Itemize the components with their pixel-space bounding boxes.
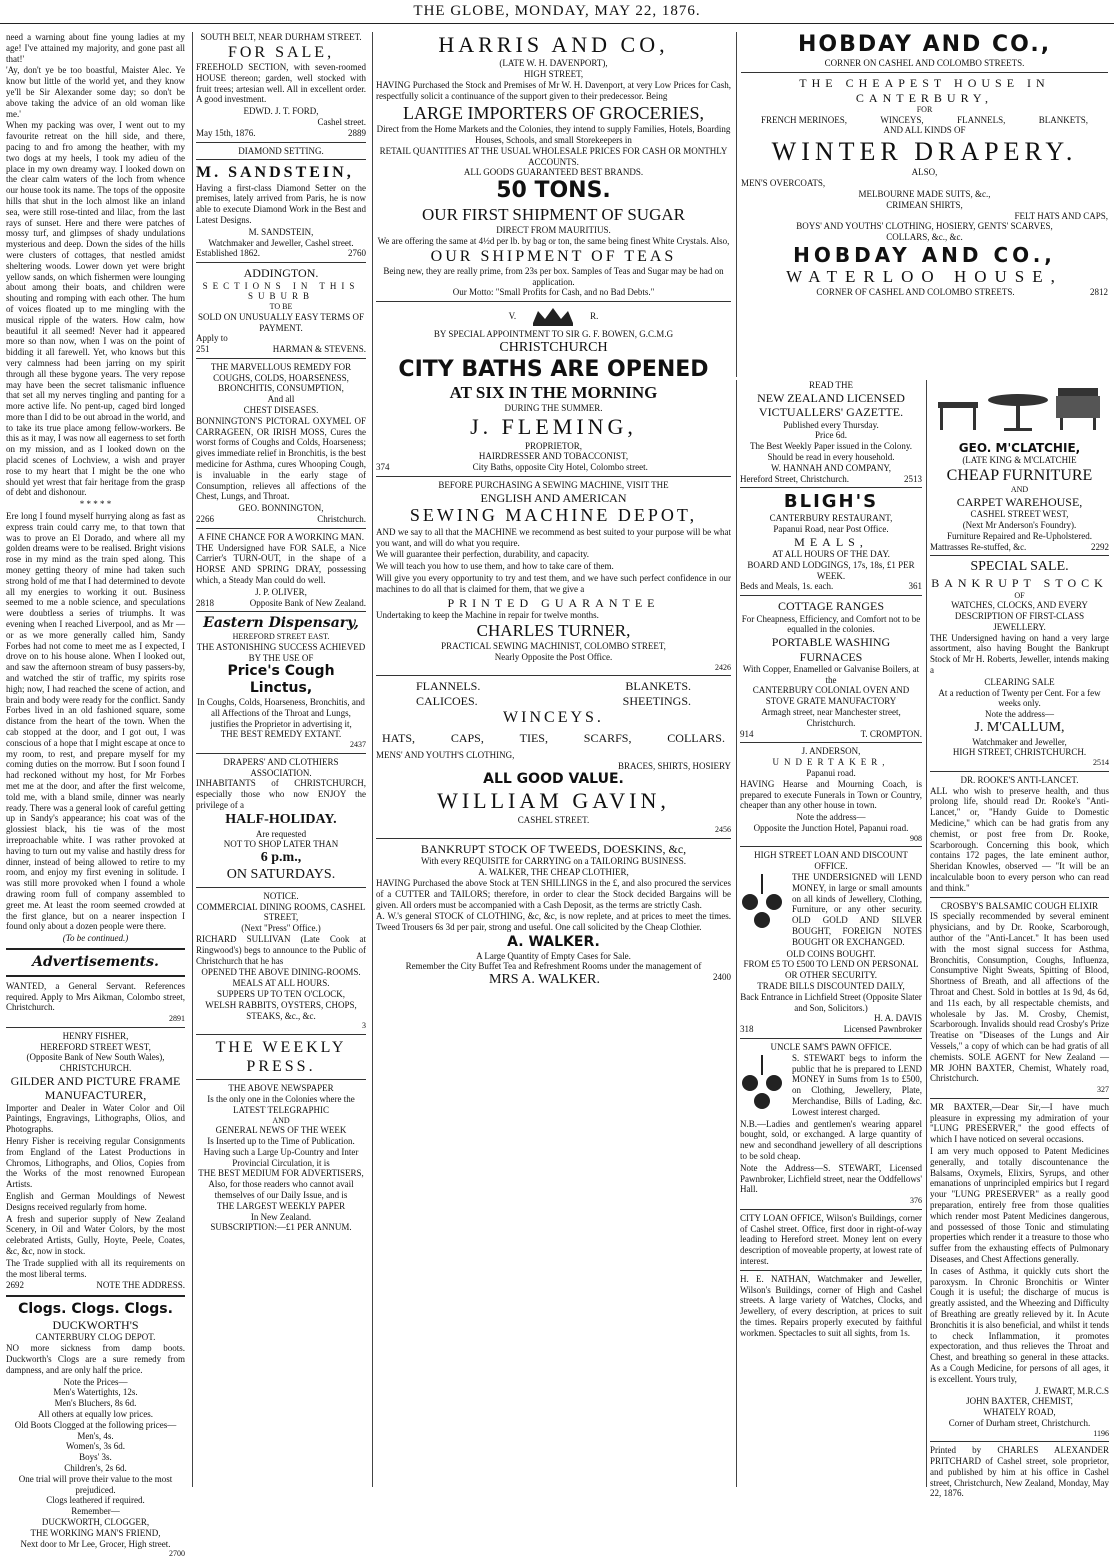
watches: WATCHES, CLOCKS, AND EVERY DESCRIPTION OF FIRST-CLASS JEWELLERY.	[951, 600, 1088, 632]
ad-number: 2400	[712, 972, 731, 983]
ad-number: 2891	[169, 1014, 185, 1024]
large-importers: LARGE IMPORTERS OF GROCERIES,	[403, 102, 704, 123]
proprietor: PROPRIETOR,	[524, 440, 583, 451]
price: Price 6d.	[815, 430, 847, 441]
press-line: Also, for those readers who cannot avail themselves of our Daily Issue, and is	[208, 1179, 354, 1201]
belt-date: May 15th, 1876.	[196, 127, 256, 138]
all-good: ALL GOOD VALUE.	[483, 771, 624, 788]
harris-body: HAVING Purchased the Stock and Premises of Mr W. H. Davenport, at very Low Prices for Cash, respectfully solicit a continuance of the support given to their predecessor. Being	[376, 79, 731, 101]
flannels: FLANNELS.	[416, 679, 481, 694]
crown-icon	[530, 305, 576, 327]
next-press: (Next "Press" Office.)	[241, 923, 321, 934]
ad-number: 2700	[169, 1549, 185, 1559]
retail-line: RETAIL QUANTITIES AT THE USUAL WHOLESALE PRICES FOR CASH OR MONTHLY ACCOUNTS.	[379, 145, 728, 167]
guaranteed: ALL GOODS GUARANTEED BEST BRANDS.	[463, 167, 644, 178]
walker-body: HAVING Purchased the above Stock at TEN SHILLINGS in the £, and also procured the services of a CUTTER and TAILORS; therefore, in order to clear the Stock decided Bargains will be given. All orders must be accompanied with a Cash Deposit, as the terms are strictly Cash.	[376, 877, 731, 910]
hobday-corner-2: CORNER OF CASHEL AND COLOMBO STREETS.	[816, 287, 1015, 298]
clogs-price-line: Clogs leathered if required.	[46, 1495, 145, 1506]
subscription: SUBSCRIPTION:—£1 PER ANNUM.	[210, 1222, 352, 1233]
ewart: J. EWART, M.R.C.S	[1034, 1385, 1109, 1396]
crest-r: R.	[590, 310, 599, 321]
every-req: With every REQUISITE for CARRYING on a TAILORING BUSINESS.	[421, 856, 686, 867]
cottage-ranges: COTTAGE RANGES	[777, 599, 885, 614]
belt-street: Cashel street.	[317, 116, 366, 127]
fisher-address: HEREFORD STREET WEST,	[40, 1041, 151, 1052]
ad-number: 2437	[350, 740, 366, 750]
six-pm: 6 p.m.,	[260, 850, 302, 866]
hobday-for: FOR	[916, 104, 933, 114]
mclatchie: GEO. M'CLATCHIE,	[958, 440, 1081, 455]
anderson: J. ANDERSON,	[801, 746, 861, 757]
hannah: W. HANNAH AND COMPANY,	[771, 462, 891, 473]
ad-number: 2812	[1089, 287, 1108, 298]
beds: Beds and Meals, 1s. each.	[740, 581, 834, 592]
hobday-title-2: HOBDAY AND CO.,	[793, 242, 1056, 267]
ad-number: 2456	[715, 825, 731, 835]
ad-number: 2818	[196, 597, 214, 608]
best-weekly: The Best Weekly Paper issued in the Colony. Should be read in every household.	[750, 441, 912, 462]
winceys: WINCEYS.	[503, 709, 604, 727]
direct-mauritius: DIRECT FROM MAURITIUS.	[496, 224, 611, 235]
bankrupt-tweeds: BANKRUPT STOCK OF TWEEDS, DOESKINS, &c,	[420, 841, 687, 856]
calicoes: CALICOES.	[416, 693, 478, 708]
mcallum: J. M'CALLUM,	[974, 719, 1065, 735]
ad-number: 2292	[1091, 541, 1109, 552]
ad-number: 374	[376, 462, 390, 473]
nathan: H. E. NATHAN, Watchmaker and Jeweller, Wilson's Buildings, corner of High and Cashel streets. A large variety of Watches, Clocks, and Jewellery, of every description, at prices to suit the times. Repairs properly executed by faithful workmen. Spectacles to suit all sights, from 1s.	[740, 1273, 922, 1338]
hobday-blankets: BLANKETS,	[1038, 114, 1088, 125]
furniture-illustration-icon	[930, 380, 1108, 438]
press-line: LATEST TELEGRAPHIC	[233, 1104, 329, 1115]
hobday-corner: CORNER ON CASHEL AND COLOMBO STREETS.	[824, 58, 1025, 69]
cottage-body: For Cheapness, Efficiency, and Comfort not to be equalled in the colonies.	[741, 613, 921, 635]
wanted-ad: WANTED, a General Servant. References required. Apply to Mrs Aikman, Colombo street, Christchurch.	[6, 980, 185, 1013]
sewing-body: We will teach you how to use them, and how to take care of them.	[376, 561, 614, 572]
scarfs: SCARFS,	[583, 731, 632, 746]
clearing: CLEARING SALE	[984, 676, 1055, 687]
undertaking: Undertaking to keep the Machine in repair for twelve months.	[376, 610, 599, 621]
story-paragraph: Ere long I found myself hurrying along as fast as express train could carry me, to that town that was to prove an El Dorado, and where all my golden dreams were to be realised. Bright visions rose in my mind as the train sped along. This money getting theory of mine had taken such strong hold of me that I had determined to devote all my energies to working it out. Business seemed to me a noble science, and speculations were doubtless a series of triumphs. It was evening when I reached Liverpool, and as Mr — or as we more generally called him, Sandy Forbes had not come to meet me as I expected, I drove on to his house alone. When I looked out, and saw the afternoon stream of busy passers-by, and watched the stir of traffic, my spirits rose high; now, I had reached the scene of action, and brain and body were ready for the conflict. Sandy Forbes lived in an old fashioned square, some distance from the heart of the town. When the cab stopped at the door, and I got out, I was conscious of a hope that I might escape at once to my room, to rest, and prepare myself for my coming duties on the morrow. But I soon found I had reckoned without my host, for Mr Forbes met me at the door, and after the first welcome, told me, with a bland smile, dinner was nearly ready. There was a general look of careful getting up in Sandy's appearance; his coat was of the glossiest black, his tie was of the most irreproachable white. I was rather provoked at having to turn out my valise and hastily dress for dinner, instead of being allowed to retire to my room, and enjoy my first evening in solitude. I was still more provoked when I found a whole drawing room full of company assembled to greet me. At least the room seemed crowded at the first glance, but on a nearer inspection I found only about a dozen people were there.	[6, 511, 185, 932]
diamond-title: DIAMOND SETTING.	[238, 145, 324, 156]
chance-heading: A FINE CHANCE FOR A WORKING MAN.	[197, 531, 365, 542]
chest-diseases: CHEST DISEASES.	[243, 405, 319, 416]
press-line: Is the only one in the Colonies where the	[207, 1094, 355, 1105]
clogs-price-line: Old Boots Clogged at the following prices—	[14, 1419, 177, 1430]
not-shop: NOT TO SHOP LATER THAN	[223, 839, 339, 850]
corner-durham: Corner of Durham street, Christchurch.	[948, 1417, 1091, 1428]
fisher-name: HENRY FISHER,	[62, 1030, 129, 1041]
column-3	[372, 32, 734, 1487]
clogs-title: Clogs. Clogs. Clogs.	[18, 1301, 173, 1318]
watchmaker: Watchmaker and Jeweller,	[972, 736, 1067, 747]
clogs-name: DUCKWORTH'S	[52, 1318, 139, 1333]
press-line: THE LARGEST WEEKLY PAPER	[216, 1200, 346, 1211]
sullivan-body: RICHARD SULLIVAN (Late Cook at Ringwood's) begs to announce to the Public of Christchurch that he has	[196, 933, 366, 966]
sewing-body: AND we say to all that the MACHINE we recommend as best suited to your purpose will be what you want, and will do what you require.	[376, 526, 731, 548]
column-4	[736, 380, 925, 1487]
belt-body: FREEHOLD SECTION, with seven-roomed HOUSE thereon; garden, well stocked with fruit trees; artesian well. All in excellent order. A good investment.	[196, 61, 366, 105]
blighs: BLIGH'S	[783, 491, 879, 513]
bankrupt: BANKRUPT STOCK	[931, 576, 1108, 591]
eastern-title: Eastern Dispensary,	[203, 615, 359, 632]
clogs-price-line: DUCKWORTH, CLOGGER,	[41, 1516, 150, 1527]
canterbury-oven: CANTERBURY COLONIAL OVEN AND STOVE GRATE MANUFACTORY	[752, 685, 910, 707]
weekly-press-title: THE WEEKLY PRESS.	[215, 1038, 347, 1076]
hobday-advert	[736, 32, 1112, 377]
nb-ladies: N.B.—Ladies and gentlemen's wearing apparel bought, sold, or exchanged. A large quantity of new and secondhand jewellery of all descriptions to be sold cheap.	[740, 1118, 922, 1161]
printed-guarantee: PRINTED GUARANTEE	[447, 595, 660, 610]
clogs-price-line: Men's, 4s.	[77, 1430, 114, 1441]
sold-terms: SOLD ON UNUSUALLY EASY TERMS OF PAYMENT.	[197, 311, 365, 333]
hobday-flannels: FLANNELS,	[957, 114, 1006, 125]
mrs-walker: MRS A. WALKER.	[489, 972, 600, 988]
uncle-sam: UNCLE SAM'S PAWN OFFICE.	[770, 1041, 892, 1052]
christchurch: CHRISTCHURCH	[499, 339, 608, 355]
clogs-address: Next door to Mr Lee, Grocer, High street.	[20, 1538, 171, 1549]
printed-by: Printed by CHARLES ALEXANDER PRITCHARD of Cashel street, sole proprietor, and published by him at his office in Cashel street, Christchurch, New Zealand, Monday, May 22, 1876.	[930, 1445, 1109, 1499]
high-christ: HIGH STREET, CHRISTCHURCH.	[952, 747, 1087, 758]
remember-buffet: Remember the City Buffet Tea and Refreshment Rooms under the management of	[405, 961, 702, 972]
mattresses: Mattrasses Re-stuffed, &c.	[930, 541, 1027, 552]
papanui: Papanui Road, near Post Office.	[773, 523, 889, 534]
fisher-city: CHRISTCHURCH.	[59, 1063, 132, 1074]
fisher-body: English and German Mouldings of Newest Designs received regularly from home.	[6, 1191, 185, 1212]
blankets: BLANKETS.	[625, 679, 691, 694]
at-six: AT SIX IN THE MORNING	[449, 383, 658, 403]
fisher-body: The Trade supplied with all its requirements on the most liberal terms.	[6, 1257, 185, 1279]
continued-note: (To be continued.)	[62, 933, 129, 944]
for-sale: FOR SALE,	[227, 43, 335, 61]
fifty-tons: 50 TONS.	[496, 178, 611, 204]
note-addr: Note the address—	[796, 812, 866, 823]
practical: PRACTICAL SEWING MACHINIST, COLOMBO STREET,	[441, 641, 666, 652]
harris-street: HIGH STREET,	[523, 69, 584, 80]
sewing-depot: SEWING MACHINE DEPOT,	[409, 505, 698, 526]
cashel-west: CASHEL STREET WEST,	[970, 509, 1069, 520]
late-king: (LATE KING & M'CLATCHIE	[962, 455, 1077, 466]
ad-number: 2514	[1093, 758, 1109, 768]
special-sale: SPECIAL SALE.	[970, 559, 1069, 575]
ad-number: 2760	[348, 248, 366, 259]
fisher-note: NOTE THE ADDRESS.	[96, 1280, 185, 1291]
harris-title: HARRIS AND CO,	[438, 32, 669, 57]
undertaker: UNDERTAKER,	[772, 757, 890, 768]
during: DURING THE SUMMER.	[504, 403, 603, 414]
ad-number: 3	[362, 1021, 366, 1031]
fisher-body: A fresh and superior supply of New Zealand Scenery, in Oil and Water Colors, by the most celebrated Artists, Gully, Hoyte, Peele, Coates, &c, &c, now in stock.	[6, 1213, 185, 1257]
a-walker: A. WALKER.	[507, 933, 600, 950]
sewing-body: Will give you every opportunity to try and test them, and we have such perfect confidence in our machines to do all that is claimed for them, that we give a	[376, 573, 731, 594]
clogs-price-line: Note the Prices—	[63, 1376, 128, 1387]
saturdays: ON SATURDAYS.	[226, 866, 336, 882]
crosby-body: IS specially recommended by several eminent physicians, and by Dr. Rooke, Scarborough, author of the "Anti-Lancet." It has been used with the most signal success for Asthma, Bronchitis, Consumption, Coughs, Influenza, Consumptive Night Sweats, Spitting of Blood, Shortness of Breath, and all affections of the Throat and Chest. Sold in bottles at 1s 9d, 4s 6d, and 11s each, by all respectable chemists, and wholesale by Jas. M. Crosby, Chemist, Scarborough. Invalids should read Crosby's Prize Treatise on "Diseases of the Lungs and Air Vessels," a copy of which can be had gratis of all chemists. SOLE AGENT for New Zealand — MR JOHN BAXTER, Chemist, Whately road, Christchurch.	[930, 911, 1109, 1084]
and: AND	[1010, 485, 1029, 495]
walker-body: A. W.'s general STOCK of CLOTHING, &c, &c, is now replete, and at prices to meet the times. Tweed Trousers 6s 3d per pair, strong and useful. One call solicited by the Cheap Clothier.	[376, 911, 731, 933]
braces: BRACES, SHIRTS, HOSIERY	[618, 760, 731, 771]
royal-crest	[376, 305, 731, 327]
opened-line: OPENED THE ABOVE DINING-ROOMS.	[201, 967, 361, 978]
drapers-heading: DRAPERS' AND CLOTHIERS ASSOCIATION.	[223, 756, 339, 778]
bonnington-body: BONNINGTON'S PICTORAL OXYMEL OF CARRAGEEN, OR IRISH MOSS, Cures the worst forms of Coughs and Colds, Hoarseness; gives immediate relief in Bronchitis, is the best medicine for Asthma, cures Whooping Cough, is invaluable in the early stage of Consumption, relieves all affections of the Chest, Lungs, and Throat.	[196, 415, 366, 502]
mens-youths: MENS' AND YOUTH'S CLOTHING,	[376, 749, 515, 760]
inhabitants-body: INHABITANTS of CHRISTCHURCH, especially those who now ENJOY the privilege of a	[196, 778, 366, 810]
hobday-also: ALSO,	[911, 167, 938, 178]
rooke-body: ALL who wish to preserve health, and thus prolong life, should read Dr. Rooke's "Anti-Lancet," or, "Handy Guide to Domestic Medicine," which can be had gratis from any chemist, or post free from Dr. Rooke, Scarborough. Concerning this book, which contains 172 pages, the late eminent author, Sheridan Knowles, observed — "It will be an incalculable boon to every person who can read and think."	[930, 785, 1109, 893]
empty-cases: A Large Quantity of Empty Cases for Sale.	[476, 950, 631, 961]
english-american: ENGLISH AND AMERICAN	[480, 490, 627, 505]
hobday-boys: BOYS' AND YOUTHS' CLOTHING, HOSIERY, GENTS' SCARVES,	[796, 221, 1053, 232]
hobday-title: HOBDAY AND CO.,	[797, 32, 1052, 57]
bonnington-city: Christchurch.	[317, 514, 366, 525]
story-paragraph: 'Ay, don't ye be too boastful, Maister Alec. Ye know but little of the world yet, and they know ye'll be Sir Alexander some day; so don't be above taking the advice of an old woman like me.'	[6, 65, 185, 119]
column-story	[3, 32, 188, 1559]
press-line: Having such a Large Up-Country and Inter Provincial Circulation, it is	[203, 1146, 359, 1168]
belt-title: SOUTH BELT, NEAR DURHAM STREET.	[200, 32, 362, 42]
press-line: AND	[272, 1115, 290, 1125]
addington-title: ADDINGTON.	[243, 266, 319, 281]
crest-v: V.	[508, 310, 517, 321]
baxter-body: I am very much opposed to Patent Medicines generally, and totally discountenance the Balsams, Oxymels, Elixirs, Syrups, and other emanations of unprincipled empirics but I regard your "LUNG PRESERVER" as a really good preparation, entirely free from those qualities which render most Patent Medicines dangerous, and possessed of those Tonic and stimulating properties which render it a treasure to those who suffer from the exhausting effects of Pulmonary Diseases, and Chest Affections generally.	[930, 1145, 1109, 1264]
pawnbroker-balls-icon	[740, 1053, 784, 1113]
clogs-price-line: Remember—	[71, 1506, 120, 1517]
appointment: BY SPECIAL APPOINTMENT TO SIR G. F. BOWEN, G.C.M.G	[433, 329, 674, 340]
first-shipment: OUR FIRST SHIPMENT OF SUGAR	[422, 204, 685, 224]
sandstein-est: Established 1862.	[196, 248, 260, 259]
remedy-heading: THE MARVELLOUS REMEDY FOR COUGHS, COLDS, HOARSENESS, BRONCHITIS, CONSUMPTION,	[210, 361, 352, 394]
ad-number: 2513	[904, 473, 922, 484]
suppers-line: SUPPERS UP TO TEN O'CLOCK,	[216, 988, 346, 999]
best-remedy: THE BEST REMEDY EXTANT.	[220, 729, 342, 740]
belt-sign: EDWD. J. T. FORD,	[243, 106, 319, 117]
clogs-price-line: THE WORKING MAN'S FRIEND,	[30, 1527, 161, 1538]
fisher-body: Importer and Dealer in Water Color and Oil Paintings, Engravings, Lithographs, Olios, and Photographs.	[6, 1102, 185, 1135]
notice-heading: NOTICE.	[263, 890, 299, 901]
hobday-collars: COLLARS, &c., &c.	[886, 232, 963, 243]
half-holiday: HALF-HOLIDAY.	[225, 811, 337, 827]
read-the: READ THE	[808, 380, 854, 390]
anderson-body: HAVING Hearse and Mourning Coach, is prepared to execute Funerals in Town or Country, cheaper than any other house in town.	[740, 778, 922, 811]
meals-line: MEALS AT ALL HOURS.	[232, 978, 330, 989]
stewart-addr: Note the Address—S. STEWART, Licensed Pawnbroker, Lichfield street, near the Oddfellows' Hall.	[740, 1162, 922, 1195]
ad-number: 251	[196, 344, 210, 355]
pawnbroker-balls-icon	[740, 872, 784, 932]
ad-number: 2266	[196, 514, 214, 525]
high-loan: HIGH STREET LOAN AND DISCOUNT OFFICE.	[754, 850, 908, 872]
armagh: Armagh street, near Manchester street, Christchurch.	[761, 707, 901, 728]
ad-number: 361	[908, 581, 922, 592]
nearly-opp: Nearly Opposite the Post Office.	[494, 652, 613, 662]
chance-body: THE Undersigned have FOR SALE, a Nice Carrier's TURN-OUT, in the shape of a HORSE AND SPRING DRAY, possessing which, a Steady Man could do well.	[196, 542, 366, 586]
baths-addr: City Baths, opposite City Hotel, Colombo street.	[472, 462, 648, 473]
bonnington-sign: GEO. BONNINGTON,	[238, 503, 324, 514]
copper: With Copper, Enamelled or Galvanise Boilers, at the	[742, 663, 920, 685]
clogs-price-line: Boys' 3s.	[79, 1452, 112, 1463]
prices-body: In Coughs, Colds, Hoarseness, Bronchitis, and all Affections of the Throat and Lungs, justifies the Proprietor in advertising it,	[197, 697, 365, 729]
caps: CAPS,	[450, 731, 484, 746]
papanui-road: Papanui road.	[806, 768, 856, 779]
before-purchasing: BEFORE PURCHASING A SEWING MACHINE, VISIT THE	[438, 480, 669, 491]
hats: HATS,	[382, 731, 416, 746]
fleming: J. FLEMING,	[470, 414, 637, 440]
clogs-price-line: Men's Bluchers, 8s 6d.	[54, 1398, 137, 1409]
from-5: FROM £5 TO £500 TO LEND ON PERSONAL OR OTHER SECURITY.	[743, 959, 919, 981]
clogs-price-line: Men's Watertights, 12s.	[53, 1387, 138, 1398]
trade-bills: TRADE BILLS DISCOUNTED DAILY,	[757, 981, 905, 991]
column-2	[192, 32, 369, 1487]
hobday-crimean: CRIMEAN SHIRTS,	[886, 199, 963, 210]
fisher-address-2: (Opposite Bank of New South Wales),	[26, 1052, 165, 1063]
clogs-price-line: All others at equally low prices.	[38, 1409, 153, 1419]
waterloo-house: WATERLOO HOUSE,	[786, 266, 1063, 286]
walker-title: A. WALKER, THE CHEAP CLOTHIER,	[478, 867, 629, 878]
story-separator: * * * * *	[79, 499, 112, 510]
commercial-heading: COMMERCIAL DINING ROOMS, CASHEL STREET,	[196, 901, 366, 923]
press-line: GENERAL NEWS OF THE WEEK	[215, 1125, 347, 1136]
cheap-furniture: CHEAP FURNITURE	[946, 466, 1093, 484]
whately: WHATELY ROAD,	[983, 1407, 1056, 1418]
ad-number: 318	[740, 1024, 754, 1035]
rooke-title: DR. ROOKE'S ANTI-LANCET.	[960, 774, 1079, 785]
licensed: Licensed Pawnbroker	[843, 1024, 922, 1035]
charles-turner: CHARLES TURNER,	[476, 620, 631, 640]
sheetings: SHEETINGS.	[622, 693, 691, 708]
ad-number: 327	[1097, 1085, 1109, 1095]
clogs-price-line: One trial will prove their value to the most prejudiced.	[18, 1473, 173, 1495]
ties: TIES,	[519, 731, 548, 746]
press-line: THE ABOVE NEWSPAPER	[228, 1083, 334, 1094]
clogs-price-line: Children's, 2s 6d.	[64, 1462, 127, 1473]
column-5	[926, 380, 1112, 1499]
of: OF	[1014, 590, 1025, 600]
canterbury-rest: CANTERBURY RESTAURANT,	[769, 512, 893, 523]
clogs-body: NO more sickness from damp boots. Duckworth's Clogs are a sure remedy from dampness, and are only half the price.	[6, 1343, 185, 1375]
tobe: TO BE	[269, 302, 293, 312]
next-anderson: (Next Mr Anderson's Foundry).	[962, 519, 1077, 530]
sandstein-sign: M. SANDSTEIN,	[248, 226, 314, 237]
portable-furnaces: PORTABLE WASHING FURNACES	[771, 635, 891, 664]
loan-body: THE UNDERSIGNED will LEND MONEY, in large or small amounts on all kinds of Jewellery, Clothing, Furniture, or any other security. OLD GOLD AND SILVER BOUGHT, FOREIGN NOTES BOUGHT OR EXCHANGED.	[792, 872, 922, 947]
board: BOARD AND LODGINGS, 17s, 18s, £1 PER WEEK.	[747, 559, 915, 581]
city-loan: CITY LOAN OFFICE, Wilson's Buildings, corner of Cashel street. Office, first door in right-of-way leading to Hereford street. Money lent on every description of moveable property, at lowest rate of interest.	[740, 1212, 922, 1266]
carpet: CARPET WAREHOUSE,	[956, 494, 1083, 509]
sandstein-body: Having a first-class Diamond Setter on the premises, lately arrived from Paris, he is now able to execute Diamond Work in the Best and Latest Designs.	[196, 182, 366, 225]
city-baths: CITY BATHS ARE OPENED	[398, 356, 709, 382]
chance-addr: Opposite Bank of New Zealand.	[249, 597, 366, 608]
baxter-chem: JOHN BAXTER, CHEMIST,	[966, 1396, 1073, 1407]
hobday-felt: FELT HATS AND CAPS,	[1014, 210, 1108, 221]
hannah-addr: Hereford Street, Christchurch.	[740, 473, 849, 484]
teas-body: Being new, they are really prime, from 23s per box. Samples of Teas and Sugar may be had on application.	[383, 265, 724, 287]
hobday-winceys: WINCEYS,	[880, 114, 924, 125]
baxter-body: MR BAXTER,—Dear Sir,—I have much pleasure in expressing my admiration of your "LUNG PRESERVER," the good effects of which I have noticed on several occasions.	[930, 1101, 1109, 1145]
ad-number: 2426	[715, 662, 731, 672]
astonishing-heading: THE ASTONISHING SUCCESS ACHIEVED BY THE USE OF	[196, 641, 366, 663]
baxter-body: In cases of Asthma, it quickly cuts short the paroxysm. In Chronic Bronchitis or Winter Cough it is useful; the discharge of mucus is greatly assisted, and the Wheezing and Difficulty of Breathing are greatly relieved by it. In Acute Bronchitis it is also beneficial, and whilst it tends to check Inflammation, it promotes expectoration, and thus relieves the Throat and Chest, and breathing so general in these attacks. As a Cough Medicine, for persons of all ages, it is excellent. Yours truly,	[930, 1265, 1109, 1384]
cashel: CASHEL STREET.	[517, 814, 590, 825]
old-coins: OLD COINS BOUGHT.	[786, 948, 876, 959]
hairdresser: HAIRDRESSER AND TOBACCONIST,	[478, 451, 629, 462]
clogs-price-line: Women's, 3s 6d.	[66, 1441, 125, 1452]
requested: Are requested	[255, 828, 307, 839]
ad-number: 376	[910, 1196, 922, 1206]
clogs-sub: CANTERBURY CLOG DEPOT.	[35, 1332, 156, 1343]
advertisements-header: Advertisements.	[32, 953, 159, 970]
masthead: THE GLOBE, MONDAY, MAY 22, 1876.	[0, 2, 1114, 24]
hobday-all-kinds: AND ALL KINDS OF	[883, 125, 966, 136]
eastern-addr: HEREFORD STREET EAST.	[232, 632, 330, 642]
crosby-title: CROSBY'S BALSAMIC COUGH ELIXIR	[940, 900, 1099, 911]
meals: MEALS,	[794, 534, 868, 549]
offering: We are offering the same at 4½d per lb. by bag or ton, the same being finest White Crystals. Also,	[377, 235, 730, 246]
hobday-melbourne: MELBOURNE MADE SUITS, &c.,	[858, 188, 991, 199]
fisher-body: Henry Fisher is receiving regular Consignments from England of the Latest Productions in Chromos, Lithographs, and Olios, Copies from the Works of the most renowned European Artists.	[6, 1136, 185, 1190]
furniture-repaired: Furniture Repaired and Re-Upholstered.	[947, 530, 1092, 541]
ad-number: 1196	[1093, 1428, 1109, 1438]
nz-gazette: NEW ZEALAND LICENSED VICTUALLERS' GAZETTE.	[757, 390, 905, 420]
apply-to: Apply to	[196, 333, 228, 344]
direct-line: Direct from the Home Markets and the Colonies, they intend to supply Families, Hotels, Boarding Houses, Schools, and small Storekeepers in	[376, 124, 731, 145]
hobday-cheapest: THE CHEAPEST HOUSE IN CANTERBURY,	[799, 76, 1050, 105]
story-paragraph: When my packing was over, I went out to my favourite retreat on the hill side, and there, pacing to and fro among the heather, with my two dogs at my heels, I took my adieu of the place in my own dreamy way. I looked down on the clear calm waters of the loch from whence our house took its name. The tops of the opposite hills that shut in the loch almost like an inland sea, were still rose-tinted and lilac, from the last rays of sunset. Here and there were patches of mossy turf, and glimpses of shady undulations mysterious and deep. Down the sides of the hills were clusters of cottages, that nestled amidst sheltering woods. Lower down yet were bright yellow sands, on which fishermen were lounging about among their boats, and children were shouting and romping with each other. The hum of voices floated up to me mingling with the musical ripple of the waters. How calm, how beautiful it all seemed! Never had it appeared more so than now, when I was on the point of bidding it all farewell. Yet, who knows but this very calmness had been jarring on my spirit through all these bygone years. The very repose may have been the secret talismanic influence that set all my nerves tingling and panting for a more active life. No pent-up, caged bird longed more than I did to be out abroad in the world, and to take its true place among fellow-workers. Be this as it may, I was now all eagerness to set forth on my mission, and as I looked down on the placid scenes of Lochview, a wish and prayer rose to my heart that I might be the one who should yet wrest that fair heritage from the grasp of debt and dishonour.	[6, 120, 185, 498]
sandstein-title: M. SANDSTEIN,	[196, 164, 354, 182]
welsh-line: WELSH RABBITS, OYSTERS, CHOPS, STEAKS, &c., &c.	[205, 999, 357, 1021]
published: Published every Thursday.	[783, 419, 879, 430]
ad-number: 2692	[6, 1280, 24, 1291]
sections-heading: SECTIONS IN THIS SUBURB	[202, 280, 360, 302]
opposite-junction: Opposite the Junction Hotel, Papanui road.	[753, 823, 909, 834]
davis: H. A. DAVIS	[874, 1013, 922, 1024]
prices-title: Price's Cough Linctus,	[227, 663, 335, 697]
harman-sign: HARMAN & STEVENS.	[272, 344, 366, 355]
press-line: Is Inserted up to the Time of Publication.	[207, 1136, 355, 1147]
reduction: At a reduction of Twenty per Cent. For a few weeks only.	[938, 687, 1101, 709]
sewing-body: We will guarantee their perfection, durability, and capacity.	[376, 549, 590, 560]
ad-number: 908	[910, 833, 922, 843]
hobday-french: FRENCH MERINOES,	[761, 114, 848, 125]
back-entrance: Back Entrance in Lichfield Street (Opposite Slater and Son, Solicitors.)	[740, 991, 922, 1013]
crompton: T. CROMPTON.	[860, 728, 922, 739]
press-line: THE BEST MEDIUM FOR ADVERTISERS,	[198, 1168, 364, 1179]
all-hours: AT ALL HOURS OF THE DAY.	[772, 548, 890, 559]
and-all: And all	[267, 394, 295, 405]
chance-sign: J. P. OLIVER,	[255, 586, 307, 597]
hobday-overcoats: MEN'S OVERCOATS,	[741, 178, 826, 189]
gavin: WILLIAM GAVIN,	[437, 788, 670, 814]
stewart-body: S. STEWART begs to inform the public that he is prepared to LEND MONEY in Sums from 1s to £500, on Clothing, Jewellery, Plate, Merchandise, Bills of Lading, &c. Lowest interest charged.	[792, 1052, 922, 1117]
ad-number: 2889	[348, 127, 366, 138]
sandstein-addr: Watchmaker and Jeweller, Cashel street.	[208, 237, 354, 248]
press-line: In New Zealand.	[250, 1211, 312, 1222]
fisher-trade: GILDER AND PICTURE FRAME MANUFACTURER,	[10, 1073, 181, 1103]
collars: COLLARS.	[667, 731, 725, 746]
note-address: Note the address—	[985, 709, 1054, 720]
harris-late: (LATE W. H. DAVENPORT),	[499, 58, 608, 69]
winter-drapery: WINTER DRAPERY.	[771, 137, 1078, 167]
ad-number: 914	[740, 728, 754, 739]
undersigned: THE Undersigned having on hand a very large assortment, also having Bought the Bankrupt Stock of Mr H. Roberts, Jeweller, intends making a	[930, 632, 1109, 675]
story-paragraph: need a warning about fine young ladies at my age! I've attained my majority, and gone past all that!'	[6, 32, 185, 64]
motto: Our Motto: "Small Profits for Cash, and no Bad Debts."	[452, 287, 655, 298]
shipment-teas: OUR SHIPMENT OF TEAS	[430, 247, 677, 265]
